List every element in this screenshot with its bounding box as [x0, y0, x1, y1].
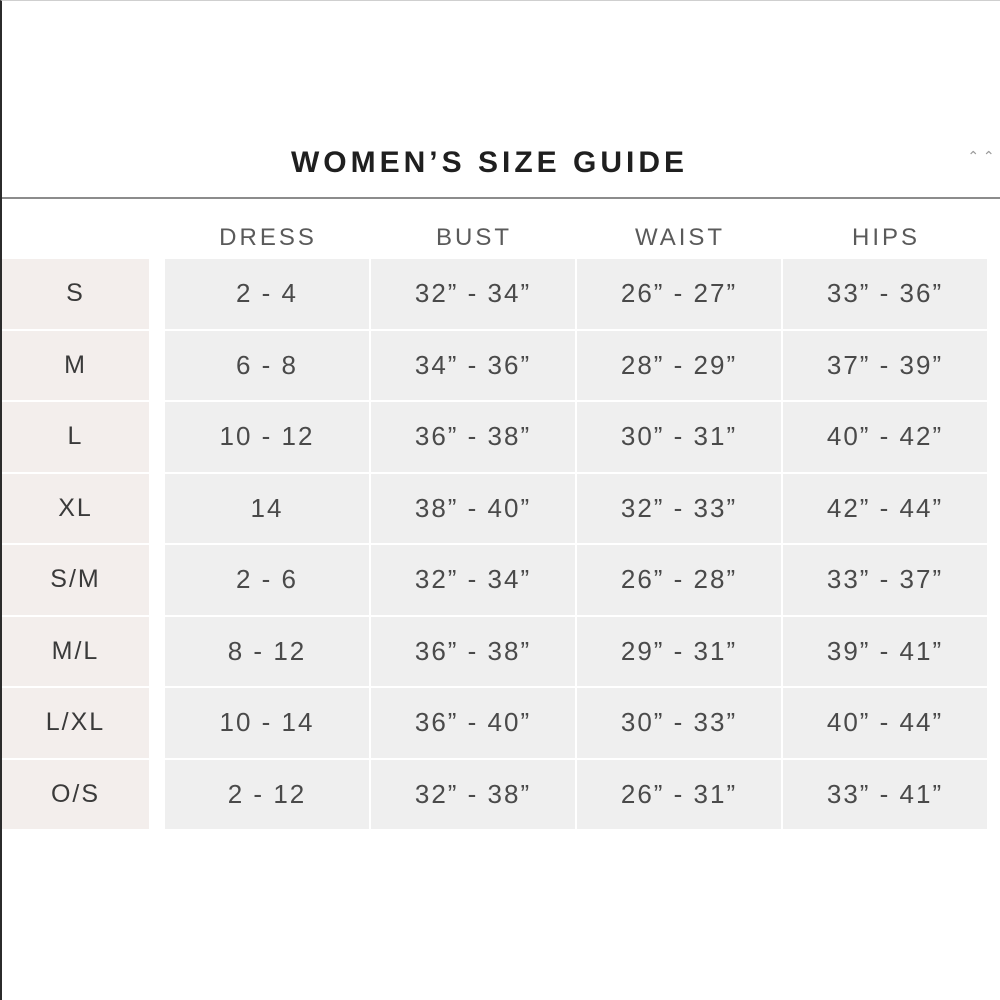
hips-cell: 37” - 39”	[783, 331, 987, 403]
table-row	[2, 402, 990, 474]
hips-cell: 42” - 44”	[783, 474, 987, 546]
size-table	[2, 217, 990, 831]
table-row	[2, 331, 990, 403]
dress-cell: 10 - 14	[165, 688, 369, 760]
waist-cell: 32” - 33”	[577, 474, 781, 546]
waist-cell: 29” - 31”	[577, 617, 781, 689]
bust-cell: 36” - 38”	[371, 617, 575, 689]
bust-cell: 32” - 38”	[371, 760, 575, 832]
size-label: S	[2, 259, 149, 331]
hips-cell: 33” - 41”	[783, 760, 987, 832]
waist-cell: 26” - 28”	[577, 545, 781, 617]
bust-cell: 36” - 40”	[371, 688, 575, 760]
dress-cell: 2 - 4	[165, 259, 369, 331]
waist-cell: 26” - 27”	[577, 259, 781, 331]
size-label: XL	[2, 474, 149, 546]
table-row	[2, 760, 990, 832]
dress-cell: 2 - 12	[165, 760, 369, 832]
column-header-dress: DRESS	[219, 224, 317, 251]
waist-cell: 30” - 31”	[577, 402, 781, 474]
table-row	[2, 688, 990, 760]
size-label: S/M	[2, 545, 149, 617]
size-label: L	[2, 402, 149, 474]
waist-cell: 28” - 29”	[577, 331, 781, 403]
close-icon[interactable]: ⌃ ⌃	[967, 148, 995, 164]
bust-cell: 34” - 36”	[371, 331, 575, 403]
title-divider	[2, 197, 1000, 199]
column-header-waist: WAIST	[634, 224, 726, 251]
dress-cell: 2 - 6	[165, 545, 369, 617]
column-header-hips: HIPS	[851, 224, 920, 251]
hips-cell: 33” - 36”	[783, 259, 987, 331]
dress-cell: 10 - 12	[165, 402, 369, 474]
table-row	[2, 259, 990, 331]
page-title: WOMEN’S SIZE GUIDE	[290, 146, 689, 179]
hips-cell: 39” - 41”	[783, 617, 987, 689]
waist-cell: 30” - 33”	[577, 688, 781, 760]
bust-cell: 36” - 38”	[371, 402, 575, 474]
table-header	[2, 217, 990, 259]
dress-cell: 14	[165, 474, 369, 546]
column-header-bust: BUST	[435, 224, 512, 251]
size-label: O/S	[2, 760, 149, 832]
size-label: M/L	[2, 617, 149, 689]
dress-cell: 8 - 12	[165, 617, 369, 689]
table-row	[2, 545, 990, 617]
bust-cell: 32” - 34”	[371, 545, 575, 617]
size-label: M	[2, 331, 149, 403]
hips-cell: 33” - 37”	[783, 545, 987, 617]
hips-cell: 40” - 44”	[783, 688, 987, 760]
waist-cell: 26” - 31”	[577, 760, 781, 832]
hips-cell: 40” - 42”	[783, 402, 987, 474]
bust-cell: 32” - 34”	[371, 259, 575, 331]
size-label: L/XL	[2, 688, 149, 760]
dress-cell: 6 - 8	[165, 331, 369, 403]
table-body	[2, 259, 990, 831]
bust-cell: 38” - 40”	[371, 474, 575, 546]
table-row	[2, 617, 990, 689]
table-row	[2, 474, 990, 546]
